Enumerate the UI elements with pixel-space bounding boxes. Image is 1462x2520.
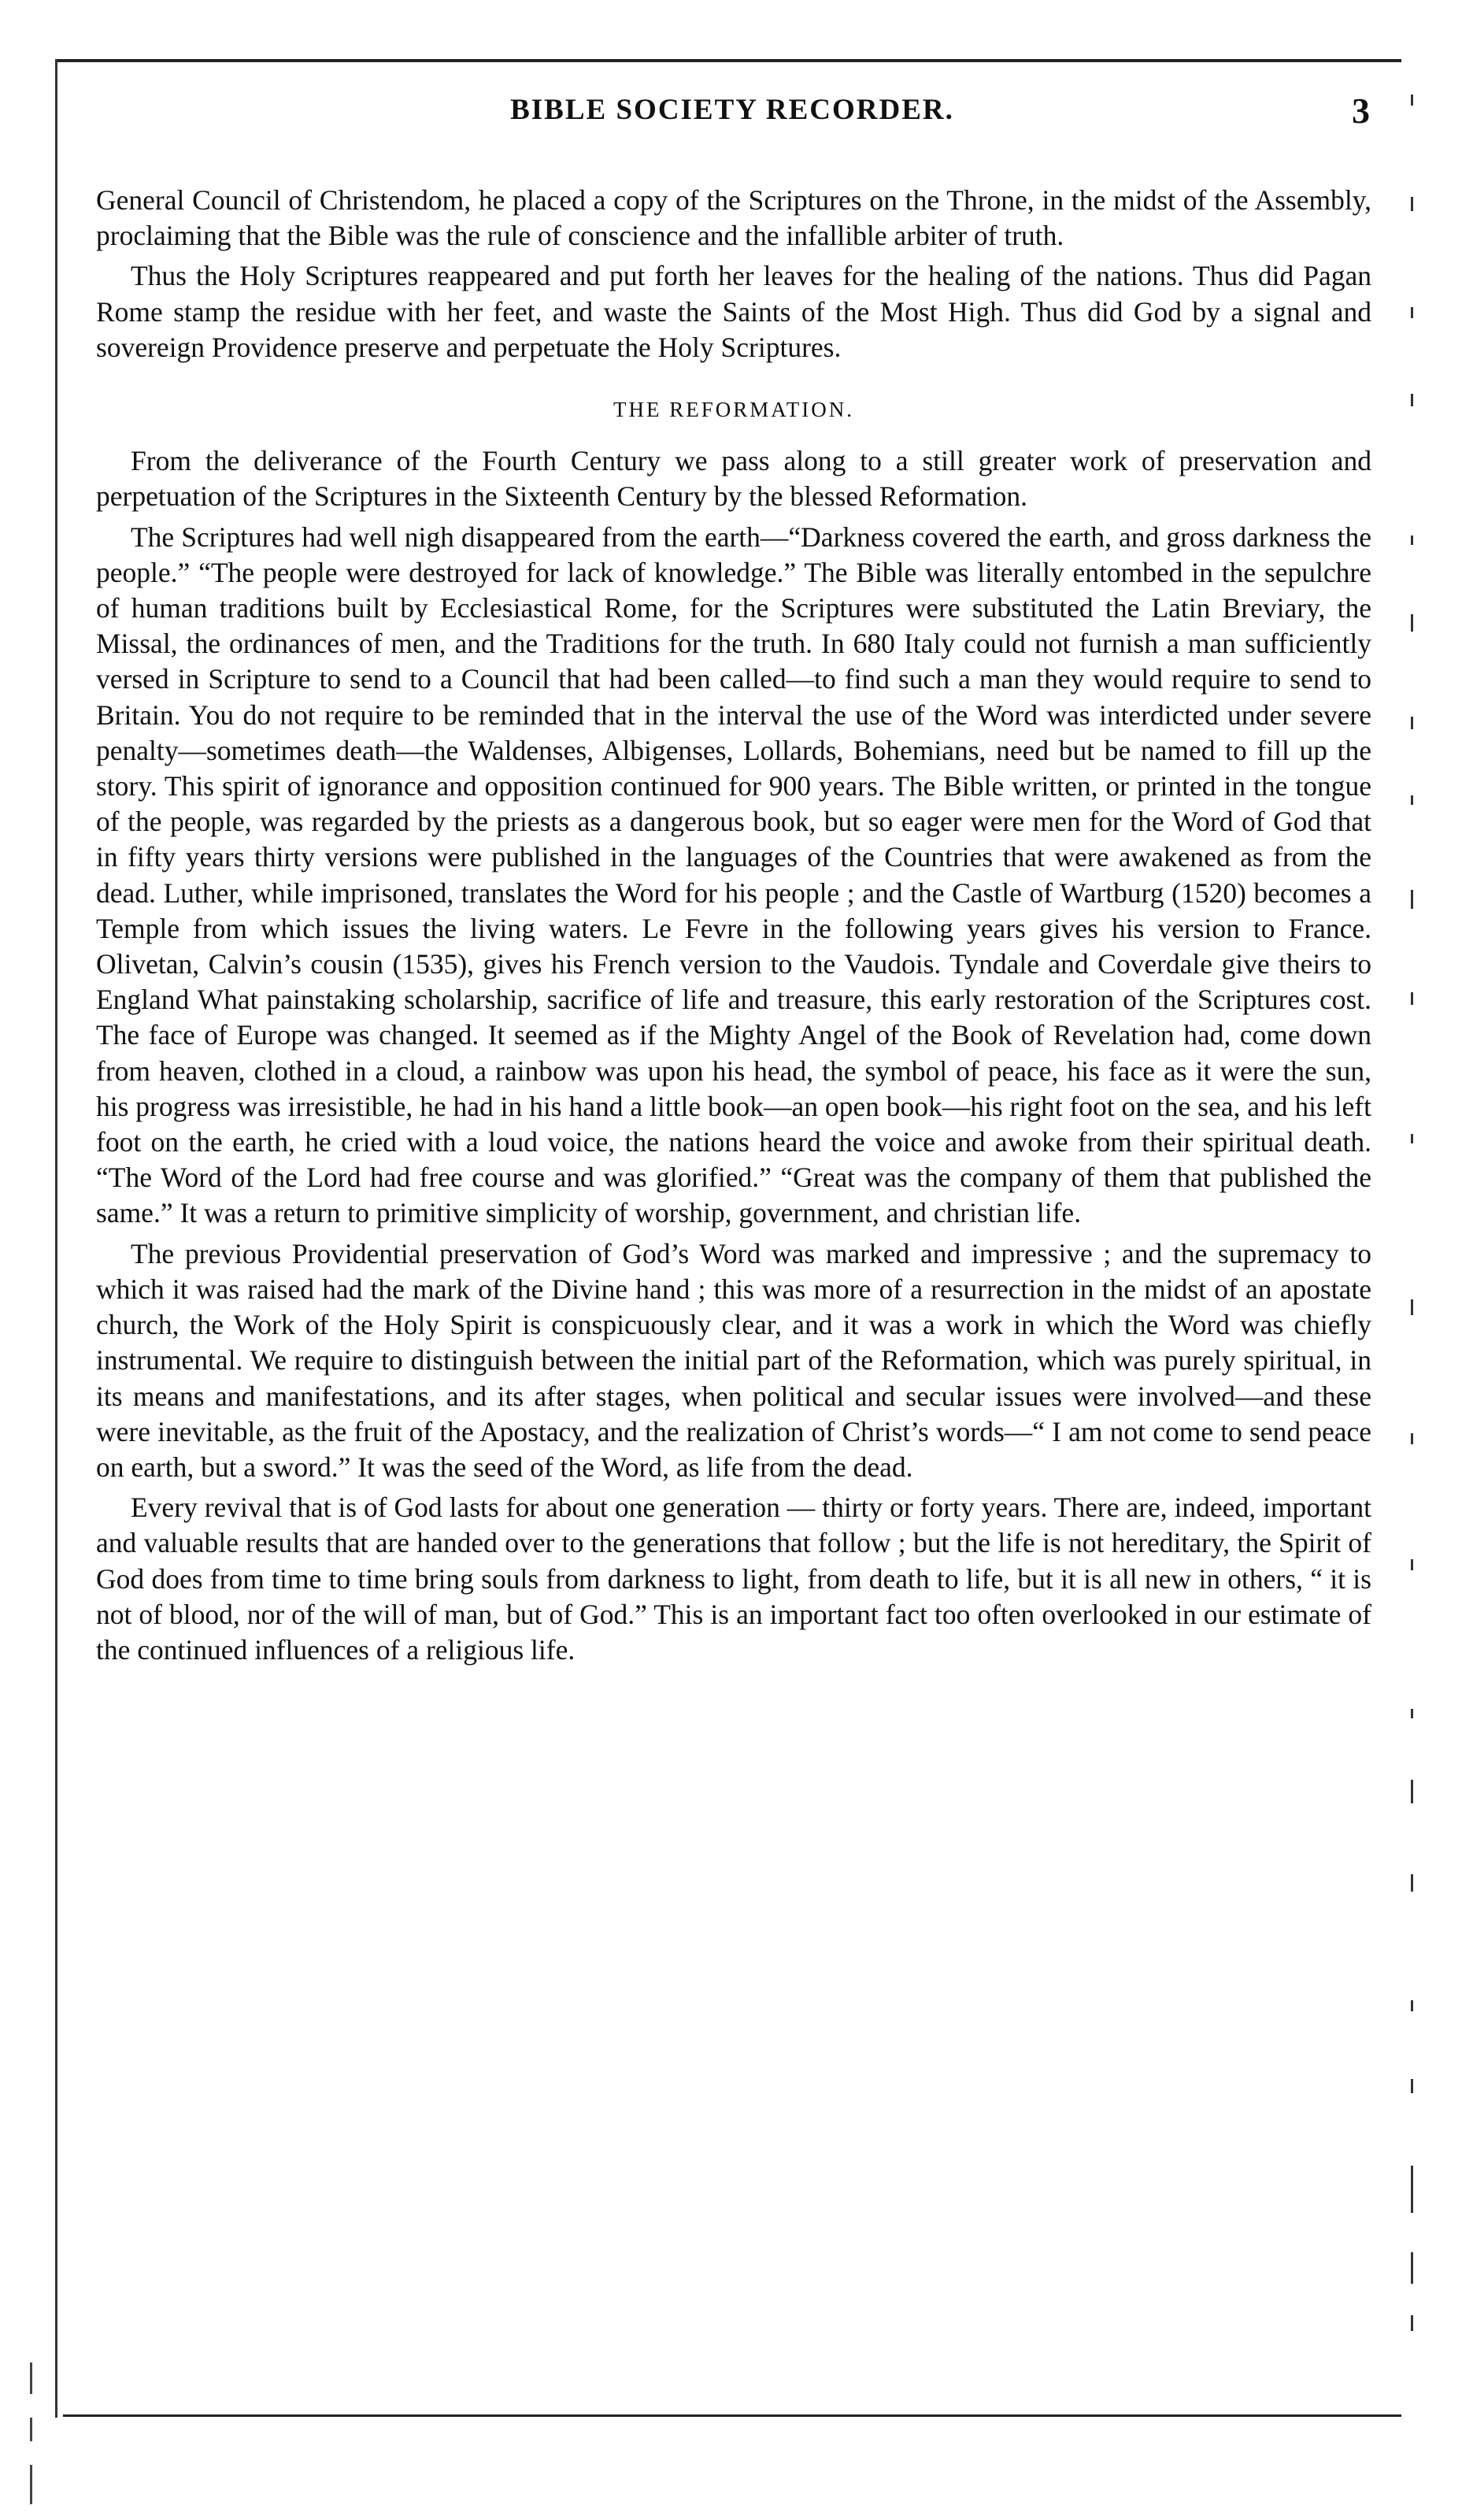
section-heading: THE REFORMATION. [613,398,854,422]
left-margin-marks [28,2355,35,2520]
paragraph: The Scriptures had well nigh disappeared from the earth—“Darkness covered the earth, and gross darkness the people.” “The people were destroyed for lack of knowledge.” The Bible was literally entombed in the sepulchre of human traditions built by Ecclesiastical Rome, for the Scriptures were substituted the Latin Breviary, the Missal, the ordinances of men, and the Traditions for the truth. In 680 Italy could not furnish a man sufficiently versed in Scripture to send to a Council that had been called—to find such a man they would require to send to Britain. You do not require to be reminded that in the interval the use of the Word was interdicted under severe penalty—sometimes death—the Waldenses, Albigenses, Lollards, Bohemians, need but be named to fill up the story. This spirit of ignorance and opposition continued for 900 years. The Bible written, or printed in the tongue of the people, was regarded by the priests as a dangerous book, but so eager were men for the Word of God that in fifty years thirty versions were published in the languages of the Countries that were awakened as from the dead. Luther, while imprisoned, translates the Word for his people ; and the Castle of Wartburg (1520) becomes a Temple from which issues the living waters. Le Fevre in the following years gives his version to France. Olivetan, Calvin’s cousin (1535), gives his French version to the Vaudois. Tyndale and Coverdale give theirs to England What painstaking scholarship, sacrifice of life and treasure, this early restoration of the Scriptures cost. The face of Europe was changed. It seemed as if the Mighty Angel of the Book of Revelation had, come down from heaven, clothed in a cloud, a rainbow was upon his head, the symbol of peace, his face as it were the sun, his progress was irresistible, he had in his hand a little book—an open book—his right foot on the sea, and his left foot on the earth, he cried with a loud voice, the nations heard the voice and awoke from their spiritual death. “The Word of the Lord had free course and was glorified.” “Great was the company of them that published the same.” It was a return to primitive simplicity of worship, government, and christian life. [96,521,1371,1229]
paragraph: The previous Providential preservation of God’s Word was marked and impressive ; and the supremacy to which it was raised had the mark of the Divine hand ; this was more of a resurrection in the midst of an apostate church, the Work of the Holy Spirit is conspicuously clear, and it was a work in which the Word was chiefly instrumental. We require to distinguish between the initial part of the Reformation, which was purely spiritual, in its means and manifestations, and its after stages, when political and secular issues were involved—and these were inevitable, as the fruit of the Apostacy, and the realization of Christ’s words—“ I am not come to send peace on earth, but a sword.” It was the seed of the Word, as life from the dead. [96,1237,1371,1483]
right-margin-marks [1409,63,1419,2410]
bottom-rule [63,2414,1401,2417]
left-border [55,59,57,2418]
paragraph: General Council of Christendom, he placed a copy of the Scriptures on the Throne, in the midst of the Assembly, proclaiming that the Bible was the rule of conscience and the infallible arbiter of truth. [96,184,1371,252]
paragraph: From the deliverance of the Fourth Century we pass along to a still greater work of preservation and perpetuation of the Scriptures in the Sixteenth Century by the blessed Reformation. [96,445,1371,513]
page-header [94,93,1370,140]
running-title: BIBLE SOCIETY RECORDER. [510,94,954,126]
page-number: 3 [1352,91,1370,131]
article-body [96,183,1371,1673]
top-rule [55,59,1401,62]
paragraph: Every revival that is of God lasts for about one generation — thirty or forty years. There are, indeed, important and valuable results that are handed over to the generations that follow ; but the life is not hereditary, the Spirit of God does from time to time bring souls from darkness to light, from death to life, but it is all new in others, “ it is not of blood, nor of the will of man, but of God.” This is an important fact too often overlooked in our estimate of the continued influences of a religious life. [96,1492,1371,1666]
paragraph: Thus the Holy Scriptures reappeared and put forth her leaves for the healing of the nations. Thus did Pagan Rome stamp the residue with her feet, and waste the Saints of the Most High. Thus did God by a signal and sovereign Providence preserve and perpetuate the Holy Scriptures. [96,260,1371,363]
